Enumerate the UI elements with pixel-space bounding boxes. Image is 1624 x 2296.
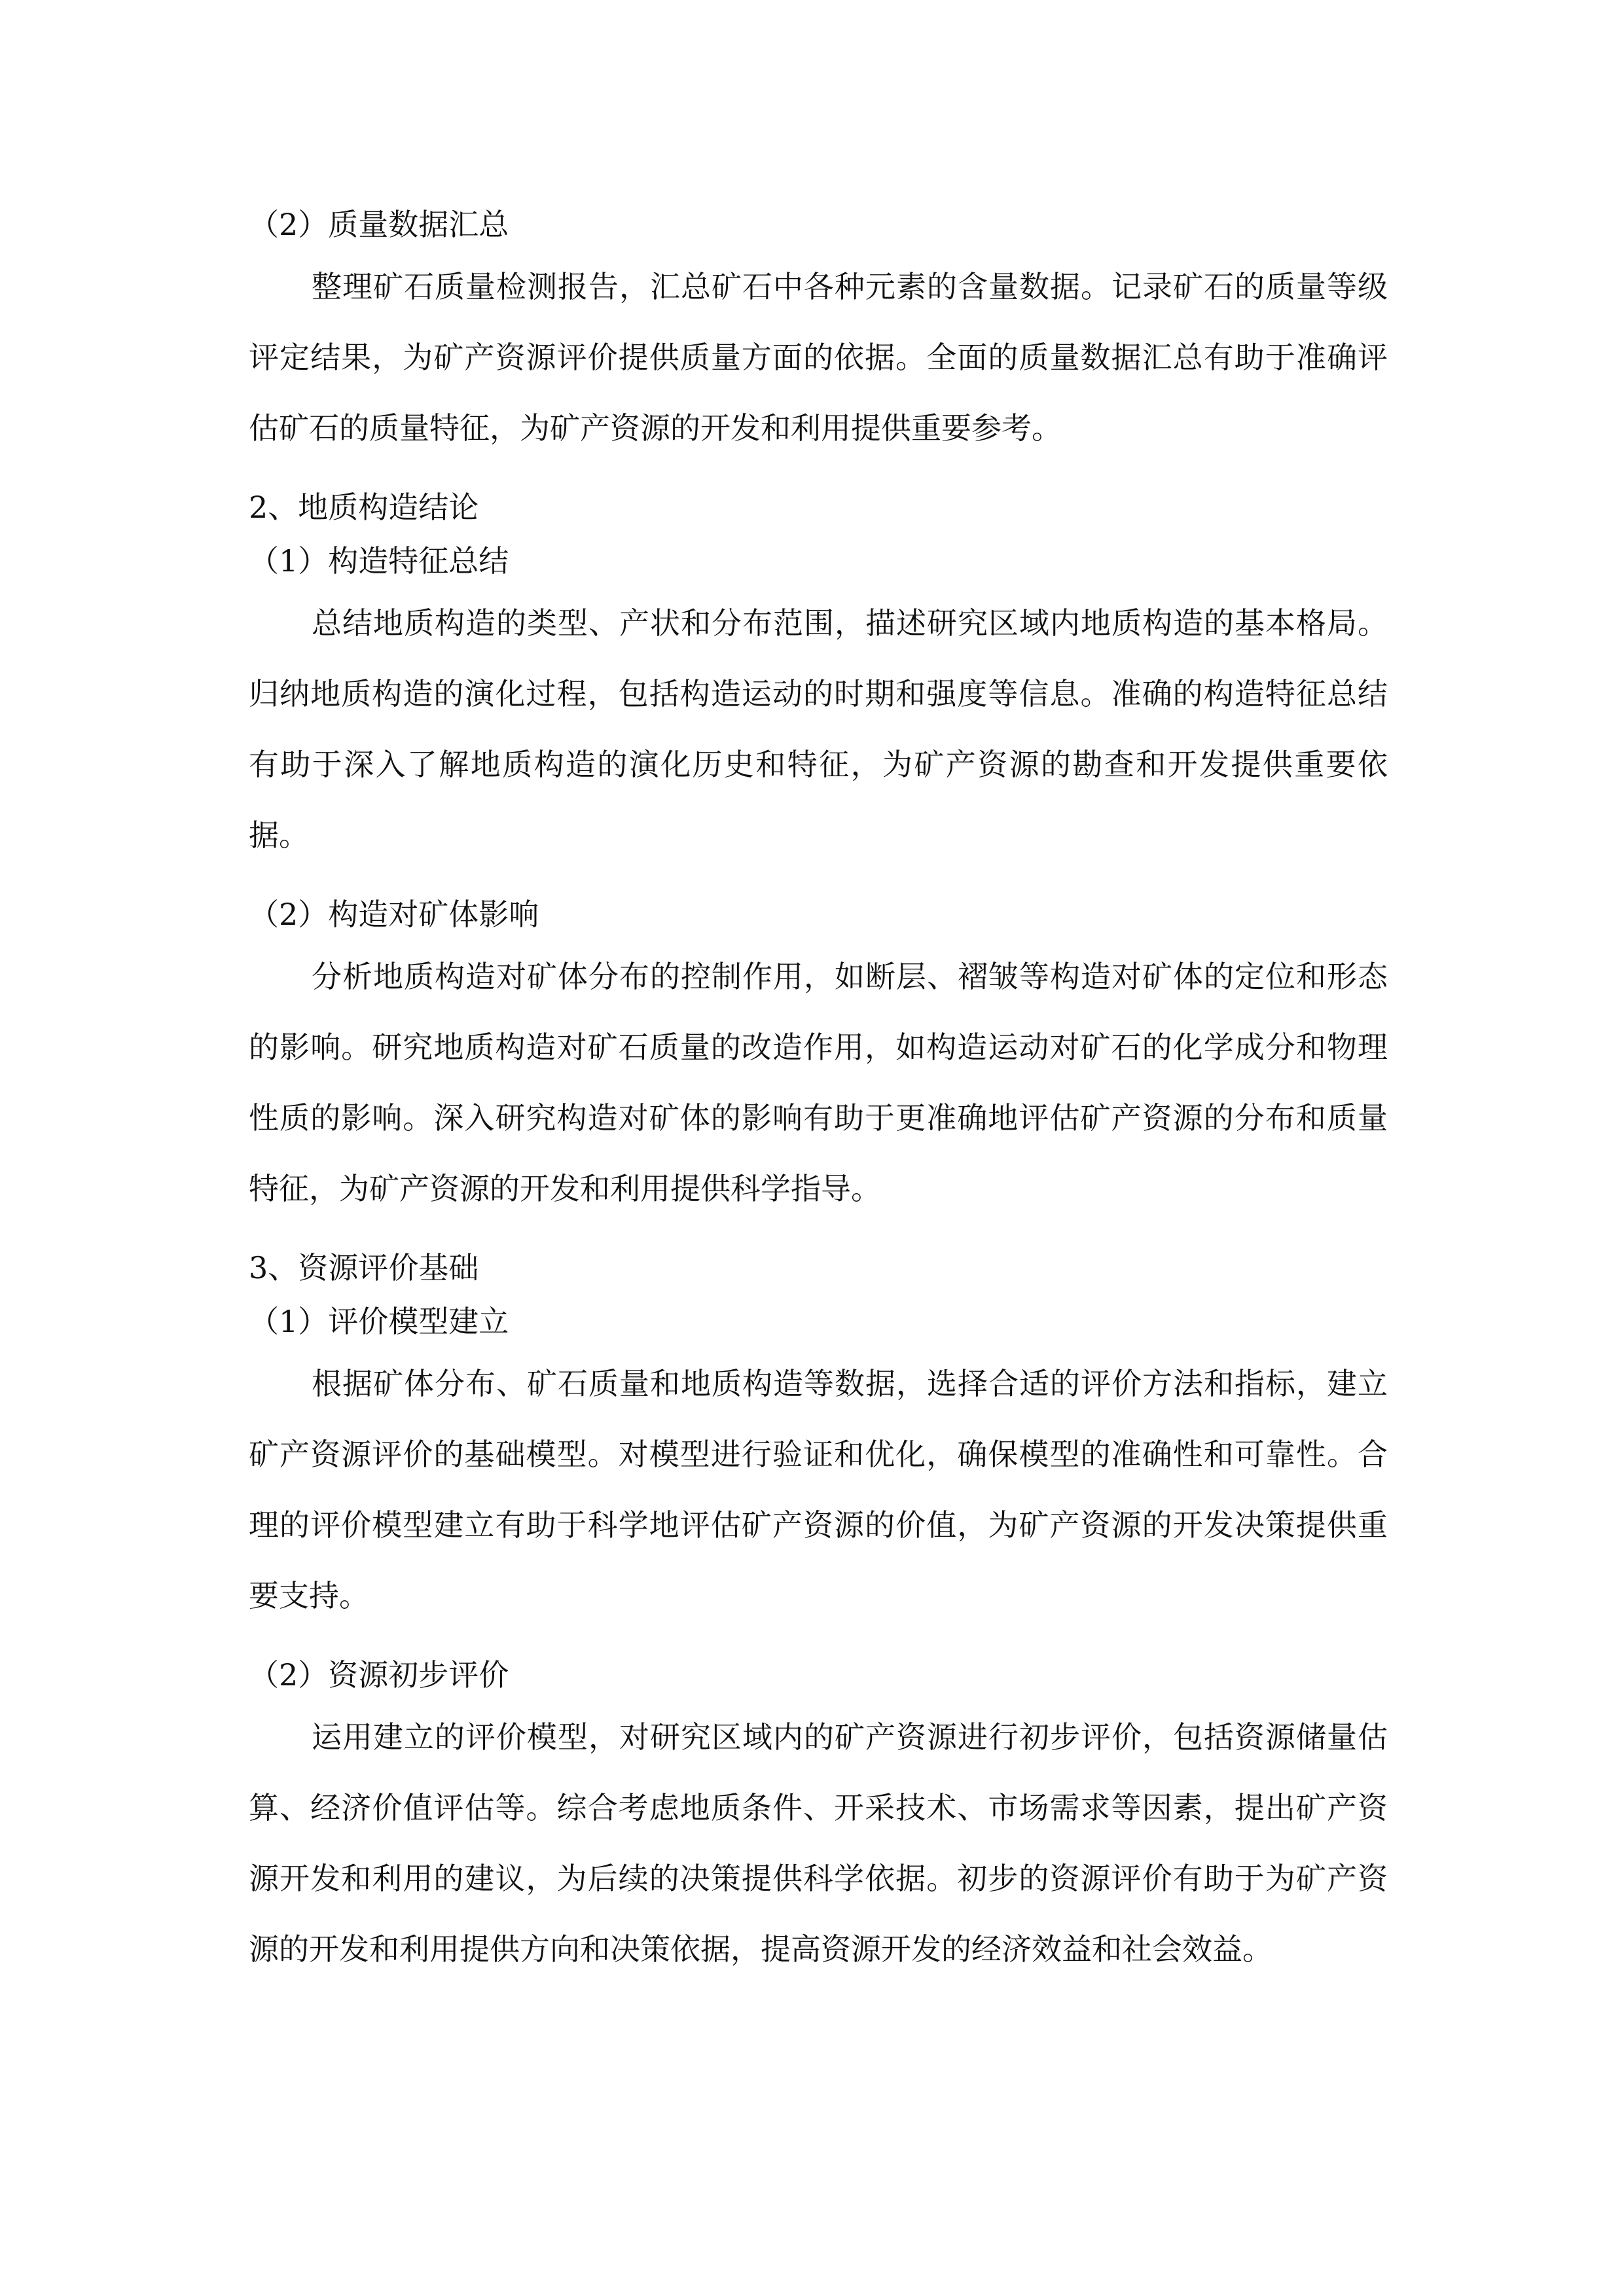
paragraph: 分析地质构造对矿体分布的控制作用，如断层、褶皱等构造对矿体的定位和形态的影响。研究地质构造对矿石质量的改造作用，如构造运动对矿石的化学成分和物理性质的影响。深入研究构造对矿体的影响有助于更准确地评估矿产资源的分布和质量特征，为矿产资源的开发和利用提供科学指导。 [249,959,1388,1206]
subsection-heading: （2）资源初步评价 [249,1657,509,1693]
section-title: 3、资源评价基础 [249,1250,479,1285]
subsection-heading: （1）评价模型建立 [249,1304,509,1339]
paragraph: 整理矿石质量检测报告，汇总矿石中各种元素的含量数据。记录矿石的质量等级评定结果，为矿产资源评价提供质量方面的依据。全面的质量数据汇总有助于准确评估矿石的质量特征，为矿产资源的开发和利用提供重要参考。 [249,269,1388,446]
section-title: 2、地质构造结论 [249,490,479,525]
subsection-heading: （2）质量数据汇总 [249,207,509,242]
document-page [249,190,1388,1984]
paragraph: 运用建立的评价模型，对研究区域内的矿产资源进行初步评价，包括资源储量估算、经济价值评估等。综合考虑地质条件、开采技术、市场需求等因素，提出矿产资源开发和利用的建议，为后续的决策提供科学依据。初步的资源评价有助于为矿产资源的开发和利用提供方向和决策依据，提高资源开发的经济效益和社会效益。 [249,1719,1388,1967]
paragraph: 根据矿体分布、矿石质量和地质构造等数据，选择合适的评价方法和指标，建立矿产资源评价的基础模型。对模型进行验证和优化，确保模型的准确性和可靠性。合理的评价模型建立有助于科学地评估矿产资源的价值，为矿产资源的开发决策提供重要支持。 [249,1366,1388,1613]
subsection-heading: （2）构造对矿体影响 [249,897,539,932]
subsection-heading: （1）构造特征总结 [249,543,509,579]
paragraph: 总结地质构造的类型、产状和分布范围，描述研究区域内地质构造的基本格局。归纳地质构造的演化过程，包括构造运动的时期和强度等信息。准确的构造特征总结有助于深入了解地质构造的演化历史和特征，为矿产资源的勘查和开发提供重要依据。 [249,605,1388,853]
